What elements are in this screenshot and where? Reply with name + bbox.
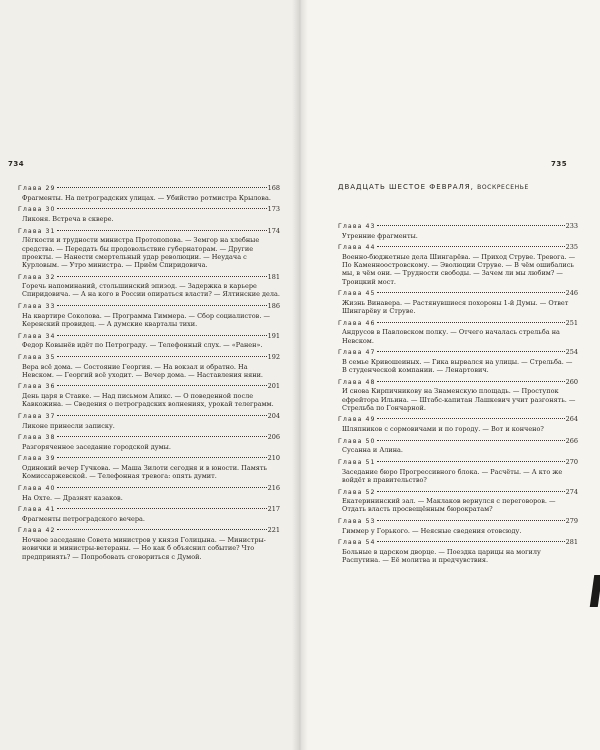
dot-leader xyxy=(377,418,565,419)
page-ref: 281 xyxy=(565,538,578,547)
running-head-sub: ВОСКРЕСЕНЬЕ xyxy=(477,184,529,191)
page-ref: 181 xyxy=(267,272,280,281)
toc-entry xyxy=(18,382,280,408)
page-ref: 204 xyxy=(267,411,280,420)
dot-leader xyxy=(57,276,267,277)
toc-entry-heading xyxy=(338,289,578,298)
chapter-description: Гиммер у Горького. — Неясные сведения отовсюду. xyxy=(342,526,522,535)
toc-entry-heading xyxy=(18,205,280,214)
toc-entry xyxy=(338,437,578,455)
chapter-description: На квартире Соколова. — Программа Гиммера. — Сбор социалистов. — Керенский провидец. — А думские кварталы тихи. xyxy=(22,311,270,328)
chapter-label: Глава 32 xyxy=(18,273,56,281)
chapter-description: Жизнь Винавера. — Растянувшиеся похороны 1-й Думы. — Ответ Шингарёву и Струве. xyxy=(342,298,569,316)
chapter-description: Заседание бюро Прогрессивного блока. — Расчёты. — А кто же войдёт в правительство? xyxy=(342,467,563,484)
toc-entry-heading xyxy=(18,433,280,442)
toc-entry-heading xyxy=(18,454,280,463)
chapter-description: День царя в Ставке. — Над письмом Аликс. — О поведенной после Кавкожина. — Сведения о петроградских волнениях, урокай телеграмм. xyxy=(22,392,274,409)
chapter-label: Глава 29 xyxy=(18,185,56,192)
dot-leader xyxy=(57,187,267,188)
book-gutter xyxy=(292,0,308,750)
dot-leader xyxy=(57,335,267,336)
dot-leader xyxy=(57,487,267,488)
toc-right xyxy=(338,222,578,568)
chapter-description: Екатерининский зал. — Маклаков вернулся с переговоров. — Отдать власть просвещённым бюрократам? xyxy=(342,497,556,514)
chapter-description: Фрагменты. На петроградских улицах. — Убийство ротмистра Крылова. xyxy=(22,193,271,202)
toc-entry-heading xyxy=(338,348,578,357)
chapter-description: В семье Кривошеиных. — Гика вырвался на улицы. — Стрельба. — В студенческой компании. — Ленартович. xyxy=(342,357,573,375)
toc-entry xyxy=(18,205,280,223)
dot-leader xyxy=(377,520,565,521)
chapter-description: Больные в царском дворце. — Поездка царицы на могилу Распутина. — Её молитва и предчувствия. xyxy=(342,548,541,565)
running-head xyxy=(338,183,578,191)
toc-entry-heading xyxy=(338,243,578,252)
toc-entry-heading xyxy=(18,302,280,311)
chapter-description: Горечь напоминаний, стольшинский эпизод. — Задержка в карьере Спиридовича. — А на кого в России опираться власти? — Ялтинские дела. xyxy=(22,282,280,299)
dot-leader xyxy=(377,381,565,382)
toc-entry-heading xyxy=(18,184,280,193)
toc-entry-heading xyxy=(18,505,280,514)
dot-leader xyxy=(57,436,267,437)
toc-entry xyxy=(338,348,578,374)
page-ref: 168 xyxy=(267,184,280,192)
page-ref: 266 xyxy=(565,436,578,445)
toc-entry-heading xyxy=(18,227,280,236)
chapter-description: Фрагменты петроградского вечера. xyxy=(22,514,145,523)
chapter-label: Глава 36 xyxy=(18,383,56,391)
chapter-description: Утренние фрагменты. xyxy=(342,231,418,240)
dot-leader xyxy=(377,541,565,542)
chapter-description: Ликоня. Встреча в сквере. xyxy=(22,215,114,223)
toc-entry-heading xyxy=(338,222,578,231)
toc-entry xyxy=(18,227,280,270)
page-ref: 264 xyxy=(565,415,578,424)
dot-leader xyxy=(377,351,565,352)
chapter-label: Глава 44 xyxy=(338,244,376,252)
chapter-label: Глава 46 xyxy=(338,319,376,327)
toc-entry-heading xyxy=(18,526,280,535)
dot-leader xyxy=(57,415,267,416)
toc-entry xyxy=(18,454,280,480)
chapter-label: Глава 33 xyxy=(18,303,56,310)
page-ref: 216 xyxy=(267,483,280,492)
chapter-label: Глава 49 xyxy=(338,416,376,424)
chapter-description: Лёгкости и трудности министра Протопопова. — Земгор на хлебные средства. — Передать бы продовольствие губернаторам. — Другие проекты. — Нанести смертельный удар революции. — Неудача с Курловым. — Утро министра. — Приём Спиридовича. xyxy=(22,236,260,269)
chapter-label: Глава 47 xyxy=(338,349,376,357)
toc-entry-heading xyxy=(338,488,578,497)
toc-entry xyxy=(338,458,578,484)
dot-leader xyxy=(377,225,565,226)
page-ref: 235 xyxy=(565,243,578,252)
toc-entry-heading xyxy=(18,273,280,282)
chapter-label: Глава 35 xyxy=(18,353,56,361)
chapter-label: Глава 50 xyxy=(338,437,376,445)
toc-left xyxy=(18,184,280,564)
dot-leader xyxy=(57,457,267,458)
chapter-label: Глава 37 xyxy=(18,412,56,420)
toc-entry-heading xyxy=(338,319,578,328)
dot-leader xyxy=(57,529,267,530)
toc-entry-heading xyxy=(338,415,578,424)
toc-entry-heading xyxy=(338,517,578,526)
toc-entry-heading xyxy=(18,332,280,341)
page-ref: 233 xyxy=(565,222,578,230)
chapter-description: Федор Ковынёв идёт по Петрограду. — Телефонный слух. — «Ранен». xyxy=(22,341,263,350)
dot-leader xyxy=(377,322,565,323)
toc-entry xyxy=(18,302,280,328)
page-ref: 174 xyxy=(267,226,280,235)
toc-entry-heading xyxy=(338,437,578,446)
chapter-label: Глава 54 xyxy=(338,539,376,547)
chapter-label: Глава 40 xyxy=(18,484,56,492)
toc-entry-heading xyxy=(18,353,280,362)
toc-entry-heading xyxy=(338,538,578,547)
chapter-description: Сусанна и Алина. xyxy=(342,446,403,455)
dot-leader xyxy=(57,356,267,357)
toc-entry-heading xyxy=(338,378,578,387)
chapter-label: Глава 51 xyxy=(338,459,376,466)
dot-leader xyxy=(377,491,565,492)
toc-entry xyxy=(18,184,280,202)
chapter-label: Глава 42 xyxy=(18,527,56,535)
dot-leader xyxy=(57,208,267,209)
page-ref: 191 xyxy=(267,331,280,340)
running-head-main: ДВАДЦАТЬ ШЕСТОЕ ФЕВРАЛЯ, xyxy=(338,183,474,191)
chapter-label: Глава 48 xyxy=(338,378,376,386)
chapter-label: Глава 53 xyxy=(338,518,376,525)
toc-entry xyxy=(338,378,578,412)
chapter-label: Глава 52 xyxy=(338,488,376,496)
page-ref: 254 xyxy=(565,348,578,357)
page-ref: 201 xyxy=(267,382,280,391)
dot-leader xyxy=(377,440,565,441)
dot-leader xyxy=(377,292,565,293)
page-ref: 210 xyxy=(267,454,280,463)
toc-entry xyxy=(338,517,578,535)
page-ref: 274 xyxy=(565,487,578,496)
chapter-description: Ликоне принесли записку. xyxy=(22,421,115,430)
toc-entry-heading xyxy=(338,458,578,467)
chapter-description: Шляпников с сормовичами и по городу. — Вот и конченo? xyxy=(342,425,544,434)
dot-leader xyxy=(57,385,267,386)
toc-entry xyxy=(18,484,280,502)
right-page-number: 735 xyxy=(551,160,568,168)
page-ref: 251 xyxy=(565,318,578,327)
chapter-description: Андрусов в Павловском полку. — Отчего началась стрельба на Невском. xyxy=(342,328,560,345)
toc-entry xyxy=(338,222,578,240)
page-ref: 221 xyxy=(267,526,280,535)
dot-leader xyxy=(377,461,565,462)
chapter-label: Глава 39 xyxy=(18,455,56,463)
toc-entry xyxy=(18,273,280,299)
chapter-description: Военно-бюджетные дела Шингарёва. — Приход Струве. Тревога. — По Каменноостровскому. — Эволюции Струве. — В чём ошибались мы, в чём они. — Трудности свободы. — Зачем ли мы любим? — Троицкий мост. xyxy=(342,253,576,286)
toc-entry xyxy=(338,289,578,315)
chapter-description: Вера всё дома. — Состояние Георгия. — На вокзал и обратно. На Невском. — Георгий всё уходит. — Вечер дома. — Наставления няни. xyxy=(22,362,263,379)
toc-entry xyxy=(338,538,578,564)
page-ref: 270 xyxy=(565,458,578,466)
page-ref: 246 xyxy=(565,289,578,298)
page-ref: 192 xyxy=(267,352,280,361)
page-ref: 260 xyxy=(565,377,578,386)
chapter-label: Глава 38 xyxy=(18,434,56,442)
chapter-description: На Охте. — Дразнят казаков. xyxy=(22,493,123,502)
page-ref: 217 xyxy=(267,505,280,514)
toc-entry-heading xyxy=(18,382,280,391)
toc-entry-heading xyxy=(18,484,280,493)
dot-leader xyxy=(377,246,565,247)
chapter-label: Глава 45 xyxy=(338,290,376,298)
toc-entry xyxy=(18,412,280,430)
chapter-description: Ночное заседание Совета министров у князя Голицына. — Министры-новички и министры-ветераны. — Но как б объяснил событие? Что предпринять? — Попробовать сговориться с Думой. xyxy=(22,536,266,561)
chapter-description: Одинокий вечер Гучкова. — Маша Зилоти сегодня и в юности. Память Комиссаржевской. — Телефонная тревога: опять думит. xyxy=(22,464,268,481)
chapter-description: И снова Кирпичникову на Знаменскую площадь. — Проступок ефрейтора Ильина. — Штабс-капитан Лашкевич учит разгонять. — Стрельба по Гончарной. xyxy=(342,387,576,412)
dot-leader xyxy=(57,230,267,231)
toc-entry-heading xyxy=(18,412,280,421)
chapter-label: Глава 34 xyxy=(18,332,56,340)
left-page-number: 734 xyxy=(8,160,25,168)
chapter-label: Глава 41 xyxy=(18,506,56,514)
page-ref: 206 xyxy=(267,433,280,442)
toc-entry xyxy=(338,415,578,433)
chapter-label: Глава 30 xyxy=(18,206,56,214)
toc-entry xyxy=(338,488,578,514)
dot-leader xyxy=(57,305,267,306)
chapter-label: Глава 43 xyxy=(338,223,376,230)
page-ref: 186 xyxy=(267,302,280,310)
toc-entry xyxy=(338,243,578,286)
page-ref: 279 xyxy=(565,517,578,525)
toc-entry xyxy=(18,332,280,350)
chapter-description: Разгоряченное заседание городской думы. xyxy=(22,442,171,451)
toc-entry xyxy=(18,433,280,451)
toc-entry xyxy=(338,319,578,345)
toc-entry xyxy=(18,353,280,379)
toc-entry xyxy=(18,526,280,560)
page-ref: 173 xyxy=(267,205,280,214)
dot-leader xyxy=(57,508,267,509)
chapter-label: Глава 31 xyxy=(18,227,56,235)
toc-entry xyxy=(18,505,280,523)
